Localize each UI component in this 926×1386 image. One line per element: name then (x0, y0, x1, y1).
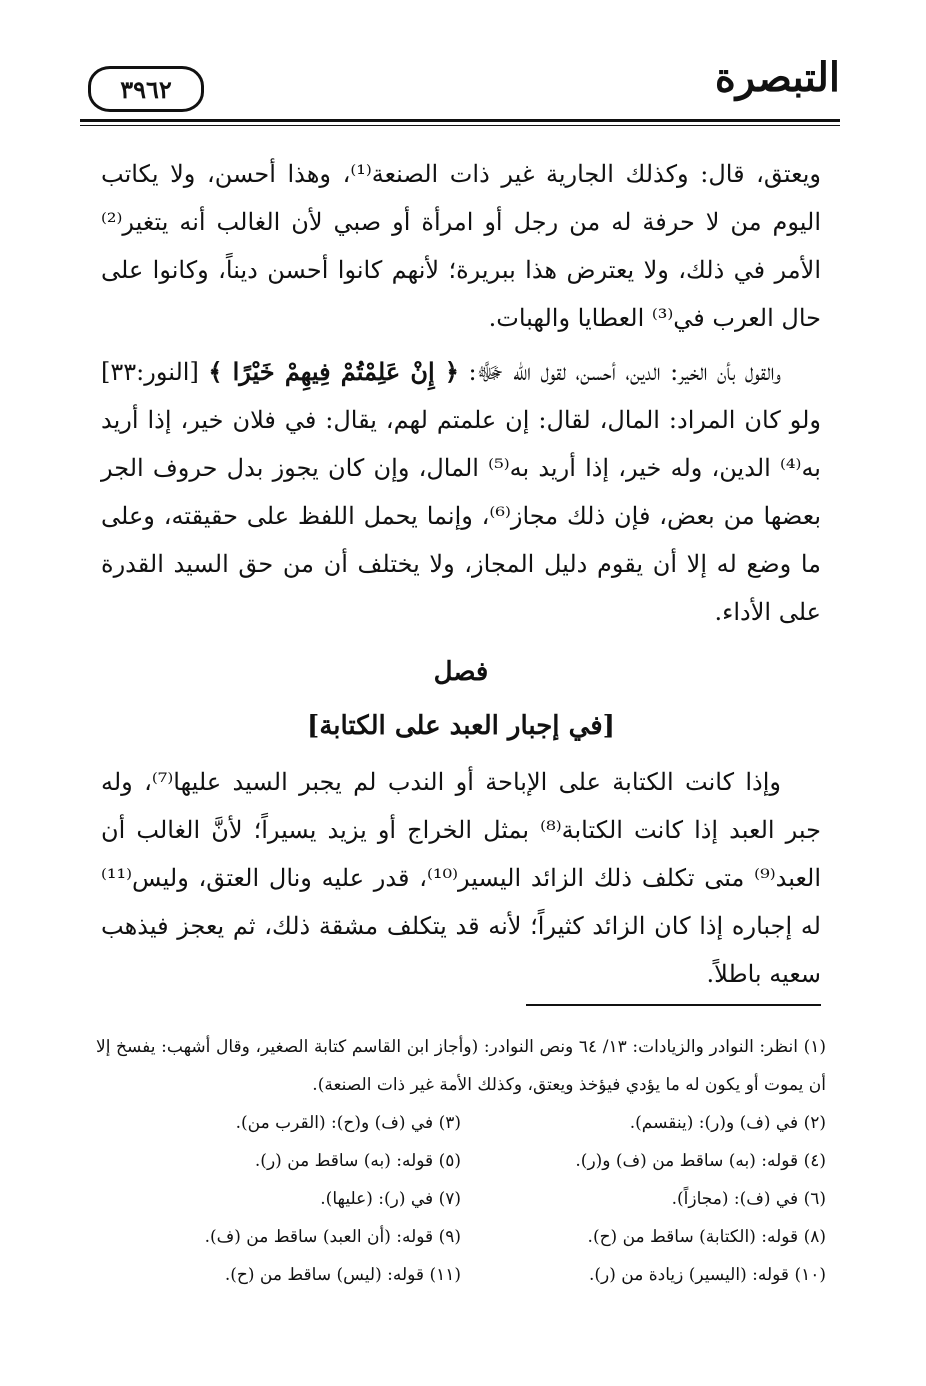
page-header (80, 48, 840, 128)
book-title: التبصرة (714, 54, 840, 101)
footnote-row (96, 1104, 826, 1142)
footnotes (96, 1028, 826, 1294)
footnote-1: (١) انظر: النوادر والزيادات: ١٣/ ٦٤ ونص النوادر: (وأجاز ابن القاسم كتابة الصغير، وقال أشهب: يفسخ إلا أن يموت أو يكون له ما يؤدي فيؤخذ ويعتق، وكذلك الأمة غير ذات الصنعة). (96, 1037, 826, 1095)
footnote-5: (٥) قوله: (به) ساقط من (ر). (254, 1151, 461, 1171)
footnote-6: (٦) في (ف): (مجازاً). (671, 1189, 826, 1209)
footnote-3: (٣) في (ف) و(ح): (القرب من). (235, 1113, 461, 1133)
footnote-separator (526, 1004, 821, 1006)
footnote-8: (٨) قوله: (الكتابة) ساقط من (ح). (587, 1227, 826, 1247)
footnote-row (96, 1256, 826, 1294)
footnote-4: (٤) قوله: (به) ساقط من (ف) و(ر). (575, 1151, 826, 1171)
footnote-9: (٩) قوله: (أن العبد) ساقط من (ف). (204, 1227, 461, 1247)
footnote-10: (١٠) قوله: (اليسير) زيادة من (ر). (589, 1265, 826, 1285)
footnote-2: (٢) في (ف) و(ر): (ينقسم). (629, 1113, 826, 1133)
section-heading: فصل (433, 657, 489, 687)
paragraph-2 (101, 348, 821, 636)
footnote-11: (١١) قوله: (ليس) ساقط من (ح). (224, 1265, 461, 1285)
footnote-row (96, 1180, 826, 1218)
paragraph-2-rest: [النور:٣٣] ولو كان المراد: المال، لقال: إن علمتم لهم، يقال: في فلان خير، إذا أريد به⁽⁴⁾ الدين، وله خير، إذا أريد به⁽⁵⁾ المال، وإن كان يجوز بدل حروف الجر بعضها من بعض، فإن ذلك مجاز⁽⁶⁾، وإنما يحمل اللفظ على حقيقته، وعلى ما وضع له إلا أن يقوم دليل المجاز، ولا يختلف أن من حق السيد القدرة على الأداء. (101, 358, 821, 626)
page-number: ٣٩٦٢ (120, 74, 172, 104)
quran-ayah: ﴿ إِنْ عَلِمْتُمْ فِيهِمْ خَيْرًا ﴾ (208, 357, 459, 386)
paragraph-3: وإذا كانت الكتابة على الإباحة أو الندب لم يجبر السيد عليها⁽⁷⁾، وله جبر العبد إذا كانت الكتابة⁽⁸⁾ بمثل الخراج أو يزيد يسيراً؛ لأنَّ الغالب أن العبد⁽⁹⁾ متى تكلف ذلك الزائد اليسير⁽¹⁰⁾، قدر عليه ونال العتق، وليس⁽¹¹⁾ له إجباره إذا كان الزائد كثيراً؛ لأنه قد يتكلف مشقة ذلك، ثم يعجز فيذهب سعيه باطلاً. (101, 768, 821, 988)
footnote-7: (٧) في (ر): (عليها). (320, 1189, 461, 1209)
paragraph-2-intro: والقول بأن الخير: الدين، أحسن، لقول الله ﷻ: (468, 358, 781, 386)
page-number-badge (88, 66, 204, 112)
section-subheading: [في إجبار العبد على الكتابة] (307, 711, 615, 741)
main-text (101, 150, 821, 1004)
paragraph-1: ويعتق، قال: وكذلك الجارية غير ذات الصنعة⁽¹⁾، وهذا أحسن، ولا يكاتب اليوم من لا حرفة له من رجل أو امرأة أو صبي لأن الغالب أنه يتغير⁽²⁾ الأمر في ذلك، ولا يعترض هذا ببريرة؛ لأنهم كانوا أحسن ديناً، وكانوا على حال العرب في⁽³⁾ العطايا والهبات. (101, 160, 821, 332)
footnote-row (96, 1142, 826, 1180)
header-rule (80, 119, 840, 122)
header-rule-thin (80, 125, 840, 126)
footnote-row (96, 1218, 826, 1256)
